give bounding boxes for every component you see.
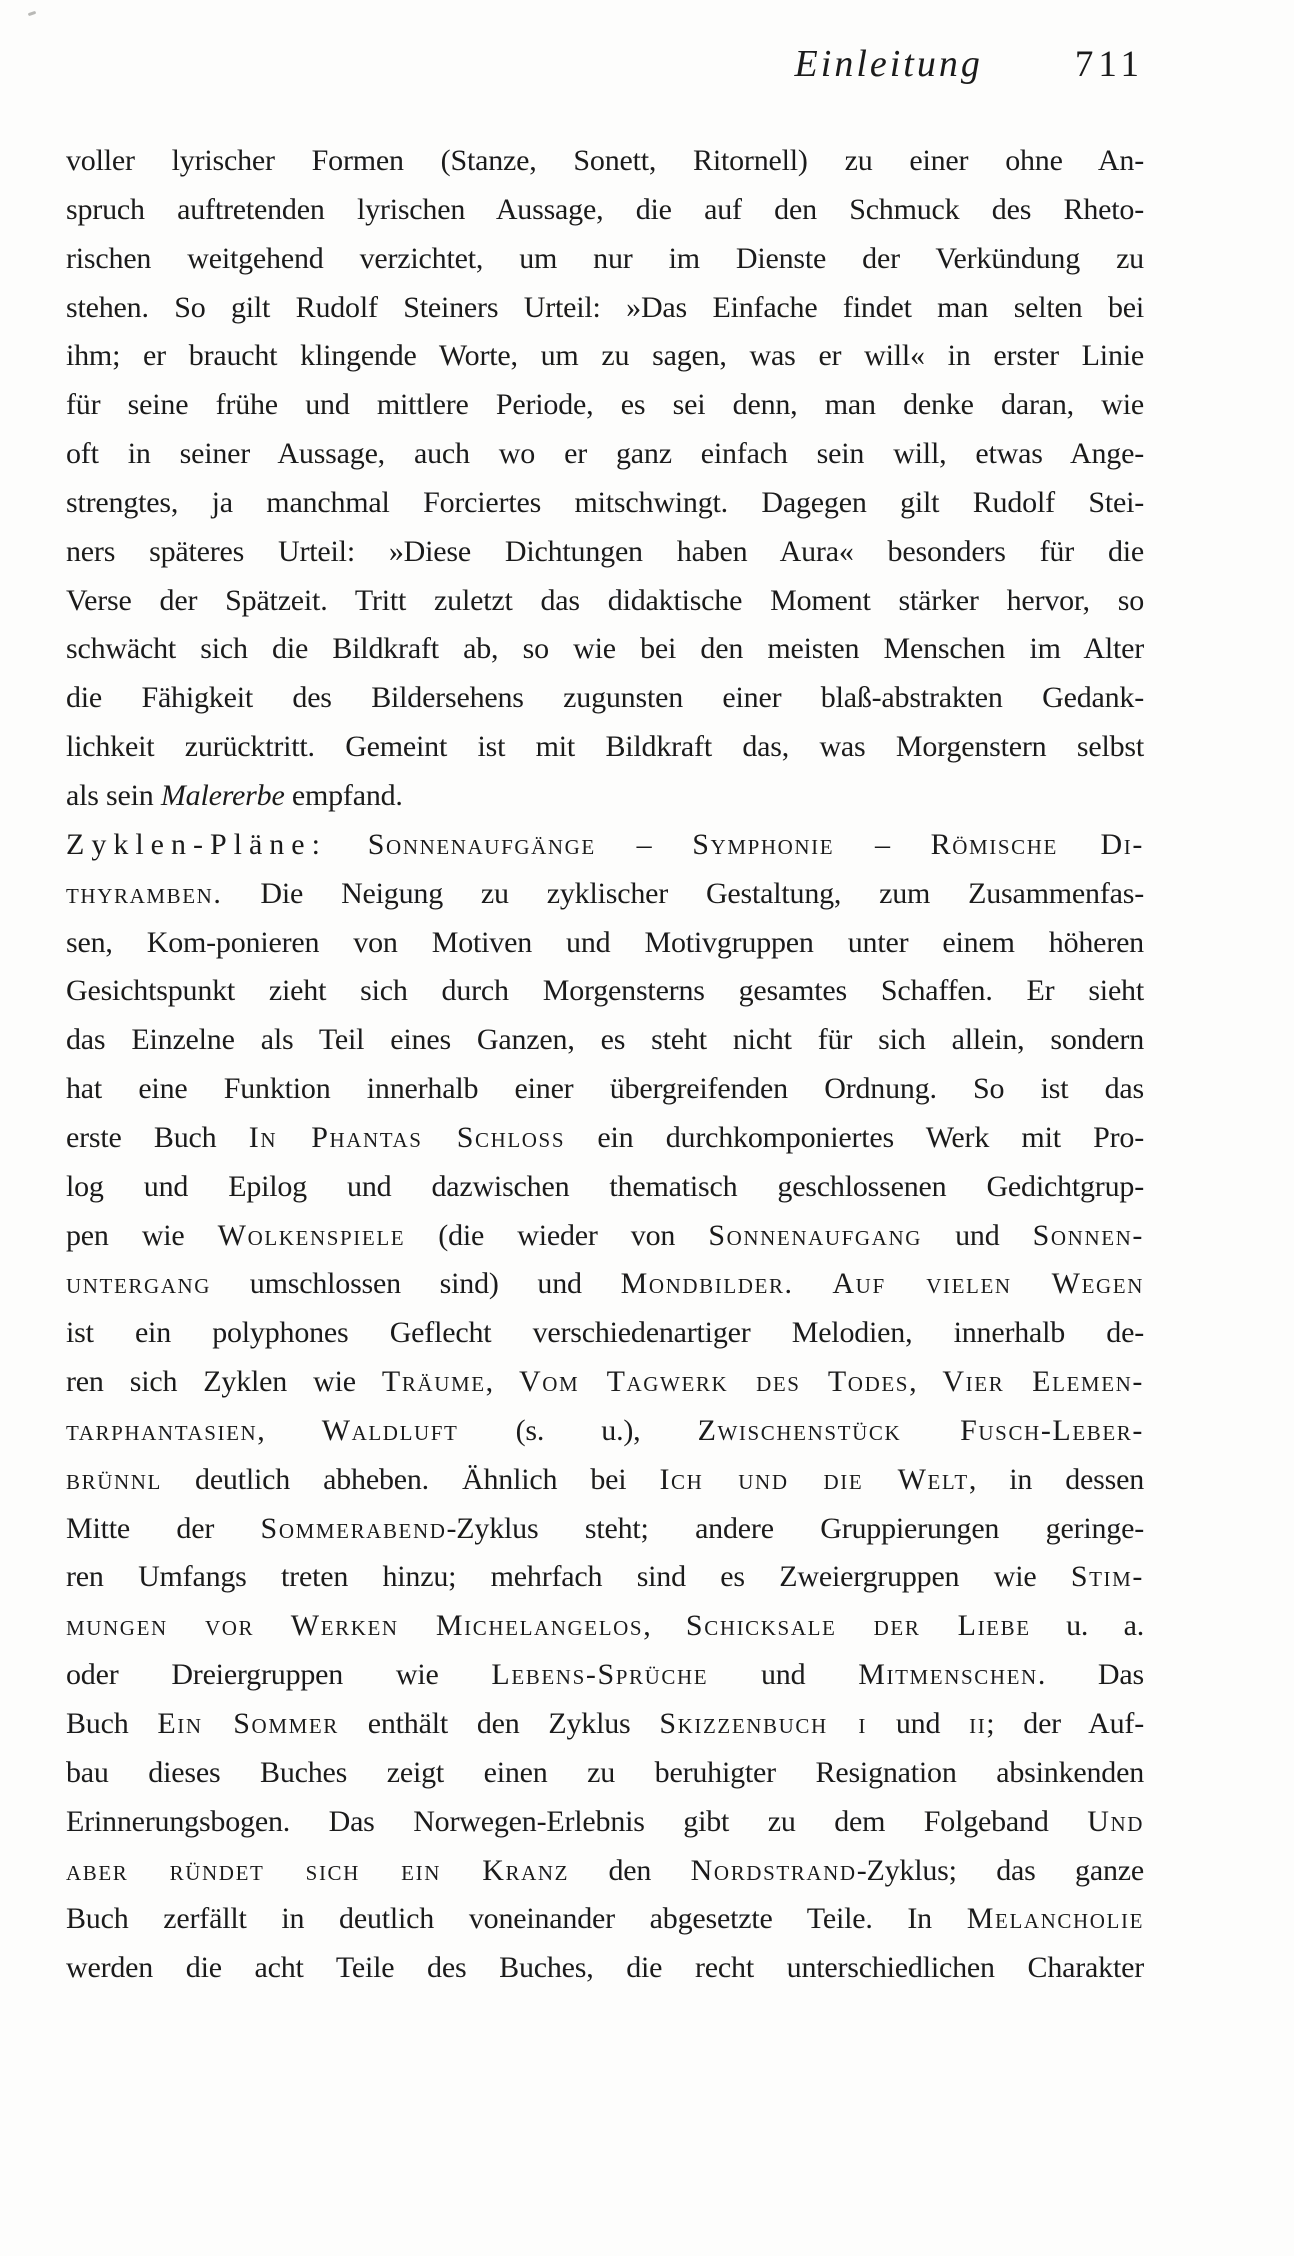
text-segment: den [569, 1853, 691, 1887]
text-segment: und [921, 1218, 1033, 1252]
text-segment-smallcaps: tarphantasien [66, 1413, 258, 1447]
body-line [66, 1798, 1144, 1847]
body-line [66, 1260, 1144, 1309]
text-segment: lichkeit zurücktritt. Gemeint ist mit Bildkraft das, was Morgenstern selbst [66, 730, 1144, 764]
text-segment-smallcaps: Symphonie [692, 827, 835, 861]
text-segment: – [595, 827, 693, 861]
text-segment: stehen. So gilt Rudolf Steiners Urteil: »Das Einfache findet man selten bei [66, 290, 1144, 324]
text-segment-smallcaps: Skizzenbuch i [659, 1707, 868, 1740]
text-segment-smallcaps: Ein Sommer [157, 1707, 339, 1740]
body-line [66, 1847, 1144, 1896]
text-segment: hat eine Funktion innerhalb einer übergreifenden Ordnung. So ist das [66, 1072, 1144, 1106]
text-segment: ners späteres Urteil: »Diese Dichtungen haben Aura« besonders für die [66, 534, 1144, 568]
body-line [66, 1456, 1144, 1505]
text-segment [327, 828, 368, 861]
body-line [66, 723, 1144, 772]
body-line [66, 1895, 1144, 1944]
text-segment-smallcaps: Zwischenstück Fusch-Leber- [697, 1413, 1144, 1447]
text-segment: erste Buch [66, 1120, 249, 1154]
text-segment: und [708, 1658, 859, 1692]
text-segment: ; der Auf- [986, 1707, 1144, 1740]
body-line [66, 967, 1144, 1016]
body-line [66, 870, 1144, 919]
text-segment-smallcaps: thyramben. [66, 876, 223, 910]
text-segment: Buch [66, 1707, 158, 1740]
text-segment-smallcaps: Sonnenaufgänge [367, 827, 596, 861]
text-segment-smallcaps: Vier Elemen- [942, 1365, 1144, 1399]
body-line [66, 137, 1144, 186]
body-line [66, 1163, 1144, 1212]
text-segment-smallcaps: Stim- [1070, 1560, 1144, 1594]
text-segment-italic: Malererbe [160, 778, 285, 812]
chapter-title: Einleitung [794, 43, 983, 85]
text-segment-spaced: Zyklen-Pläne: [66, 827, 327, 861]
text-segment: voller lyrischer Formen (Stanze, Sonett, Ritornell) zu einer ohne An- [66, 144, 1144, 177]
text-segment-smallcaps: ii [969, 1707, 987, 1740]
text-segment-smallcaps: Wolkenspiele [217, 1218, 406, 1252]
text-segment: rischen weitgehend verzichtet, um nur im Dienste der Verkündung zu [66, 241, 1144, 275]
text-segment: empfand. [284, 778, 403, 812]
body-line [66, 674, 1144, 723]
text-segment: -Zyklus; das ganze [856, 1853, 1144, 1887]
body-line [66, 821, 1144, 870]
body-line [66, 577, 1144, 626]
text-segment: ein durchkomponiertes Werk mit Pro- [565, 1120, 1145, 1154]
text-segment: Verse der Spätzeit. Tritt zuletzt das didaktische Moment stärker hervor, so [66, 583, 1144, 617]
text-segment-smallcaps: Römische Di- [930, 827, 1144, 861]
text-segment: Mitte der [66, 1511, 261, 1545]
body-line [66, 528, 1144, 577]
text-segment-smallcaps: Waldluft [321, 1413, 459, 1447]
scan-speck [28, 11, 37, 16]
text-segment: als sein [66, 778, 161, 812]
text-segment: , in dessen [968, 1462, 1144, 1496]
text-segment-smallcaps: Vom Tagwerk des Todes [519, 1365, 910, 1399]
text-segment-smallcaps: Auf vielen Wegen [832, 1267, 1144, 1301]
text-segment: die Fähigkeit des Bildersehens zugunsten einer blaß-abstrakten Gedank- [66, 681, 1144, 715]
text-segment: spruch auftretenden lyrischen Aussage, die auf den Schmuck des Rheto- [66, 192, 1144, 226]
body-line [66, 235, 1144, 284]
page-number: 711 [1074, 44, 1144, 85]
text-segment: strengtes, ja manchmal Forciertes mitschwingt. Dagegen gilt Rudolf Stei- [66, 485, 1144, 519]
text-segment: , [909, 1365, 943, 1399]
text-segment: Die Neigung zu zyklischer Gestaltung, zum Zusammenfas- [222, 876, 1144, 910]
body-line [66, 1212, 1144, 1261]
text-segment: pen wie [66, 1218, 218, 1252]
text-segment-smallcaps: Und [1087, 1804, 1144, 1838]
body-line [66, 284, 1144, 333]
body-line [66, 1065, 1144, 1114]
body-line [66, 1651, 1144, 1700]
text-segment: und [867, 1707, 970, 1740]
text-segment: log und Epilog und dazwischen thematisch geschlossenen Gedichtgrup- [66, 1169, 1144, 1203]
text-segment: (die wieder von [405, 1218, 709, 1252]
text-segment-smallcaps: Nordstrand [690, 1853, 857, 1887]
body-line [66, 479, 1144, 528]
body-line [66, 186, 1144, 235]
body-text [66, 137, 1144, 1993]
text-segment-smallcaps: Mitmenschen [858, 1658, 1038, 1692]
body-line [66, 1358, 1144, 1407]
body-line [66, 1505, 1144, 1554]
text-segment: oder Dreiergruppen wie [66, 1658, 492, 1692]
text-segment: , [485, 1365, 519, 1399]
text-segment: u. a. [1030, 1609, 1144, 1643]
body-line [66, 772, 1144, 821]
text-segment-smallcaps: brünnl [66, 1462, 162, 1496]
text-segment: oft in seiner Aussage, auch wo er ganz einfach sein will, etwas Ange- [66, 437, 1144, 471]
body-line [66, 919, 1144, 968]
text-segment: werden die acht Teile des Buches, die recht unterschiedlichen Charakter [66, 1951, 1144, 1985]
text-segment: – [834, 827, 931, 861]
body-line [66, 1407, 1144, 1456]
body-line [66, 1602, 1144, 1651]
text-segment: , [643, 1609, 686, 1643]
text-segment-smallcaps: Sonnenaufgang [708, 1218, 922, 1252]
text-segment: . Das [1037, 1658, 1144, 1692]
text-segment-smallcaps: mungen vor Werken Michelangelos [66, 1609, 644, 1643]
body-line [66, 1553, 1144, 1602]
text-segment: ist ein polyphones Geflecht verschiedenartiger Melodien, innerhalb de- [66, 1316, 1144, 1350]
body-line [66, 1309, 1144, 1358]
body-line [66, 1749, 1144, 1798]
text-segment: umschlossen sind) und [211, 1267, 621, 1301]
text-segment: Gesichtspunkt zieht sich durch Morgensterns gesamtes Schaffen. Er sieht [66, 974, 1144, 1008]
body-line [66, 1016, 1144, 1065]
text-segment-smallcaps: Ich und die Welt [659, 1462, 969, 1496]
text-segment: -Zyklus steht; andere Gruppierungen geringe- [446, 1511, 1144, 1545]
text-segment: (s. u.), [458, 1413, 698, 1447]
text-segment: Erinnerungsbogen. Das Norwegen-Erlebnis gibt zu dem Folgeband [66, 1804, 1088, 1838]
text-segment: bau dieses Buches zeigt einen zu beruhigter Resignation absinkenden [66, 1755, 1144, 1789]
body-line [66, 430, 1144, 479]
text-segment-smallcaps: aber ründet sich ein Kranz [66, 1853, 570, 1887]
body-line [66, 625, 1144, 674]
text-segment: , [257, 1413, 322, 1447]
text-segment-smallcaps: Sommerabend [260, 1511, 447, 1545]
text-segment-smallcaps: Lebens-Sprüche [491, 1658, 709, 1692]
text-segment: schwächt sich die Bildkraft ab, so wie bei den meisten Menschen im Alter [66, 632, 1144, 666]
text-segment: sen, Kom-ponieren von Motiven und Motivgruppen unter einem höheren [66, 925, 1144, 959]
text-segment: das Einzelne als Teil eines Ganzen, es steht nicht für sich allein, sondern [66, 1023, 1144, 1057]
body-line [66, 1114, 1144, 1163]
text-segment: Buch zerfällt in deutlich voneinander abgesetzte Teile. In [66, 1902, 967, 1936]
text-segment-smallcaps: untergang [66, 1267, 212, 1301]
text-segment-smallcaps: In Phantas Schloss [248, 1120, 566, 1154]
text-segment: deutlich abheben. Ähnlich bei [161, 1462, 660, 1496]
text-segment: enthält den Zyklus [338, 1707, 660, 1740]
text-segment: ren sich Zyklen wie [66, 1365, 382, 1399]
body-line [66, 381, 1144, 430]
body-line [66, 1944, 1144, 1993]
body-line [66, 1700, 1144, 1749]
text-segment-smallcaps: Sonnen- [1032, 1218, 1144, 1252]
body-line [66, 332, 1144, 381]
text-segment: für seine frühe und mittlere Periode, es sei denn, man denke daran, wie [66, 388, 1144, 422]
text-segment-smallcaps: Mondbilder. [620, 1267, 794, 1301]
text-segment-smallcaps: Melancholie [966, 1902, 1144, 1936]
running-head [66, 44, 1144, 85]
text-segment-smallcaps: Träume [381, 1365, 486, 1399]
text-segment: ihm; er braucht klingende Worte, um zu sagen, was er will« in erster Linie [66, 339, 1144, 373]
text-segment: ren Umfangs treten hinzu; mehrfach sind es Zweiergruppen wie [66, 1560, 1071, 1594]
text-segment-smallcaps: Schicksale der Liebe [685, 1609, 1031, 1643]
text-segment [794, 1267, 833, 1300]
